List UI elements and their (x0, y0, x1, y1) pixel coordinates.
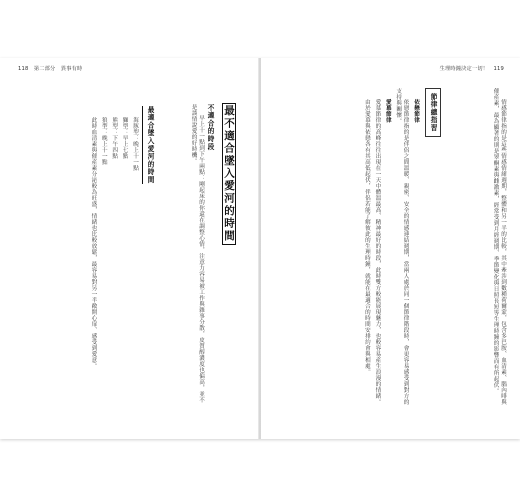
right-intro-text: 情感節律指的是這些情感情緒週期，整體和另一半的比較，其中牽涉到數種荷爾蒙，包含多巴胺、血清素、腦內啡與催產素，最為顯著的則是睪酮素與雌激素，經常受到月經週期、季節變化與日照長短等生理時鐘的影響而有所起伏。 (492, 88, 506, 405)
chronotype-bear: 熊型：下午四點 (111, 117, 118, 159)
chronotype-wolf: 狼型：晚上十一點 (100, 117, 107, 165)
right-paragraph-closing: 由於愛慕與依戀各有其高低起伏，伴侶若能了解彼此的生理時鐘，就能在最適合的時間安排約會與相處。 (363, 99, 370, 375)
right-intro (446, 88, 506, 408)
heading-adoration (383, 88, 390, 408)
left-paragraph-1: 早上十一點到下午兩點：剛起床的你還在調整心情，注意力容易被工作與雜事分散，皮質醇濃度也偏高，並不是談情說愛的好時機。 (190, 104, 204, 403)
left-paragraph-2: 此時血清素與催產素分泌較為旺盛，情緒也比較放鬆，最容易對另一半敞開心扉、感受到愛意。 (90, 117, 97, 369)
right-paragraph-adoration: 愛慕節律的高峰往往出現在一天中體溫最高、精神最好的時段，此時雙方較能展現魅力，也較容易產生浪漫的情緒。 (374, 99, 381, 405)
right-page (261, 58, 520, 439)
left-body-2 (60, 106, 138, 406)
heading-attachment (412, 88, 419, 408)
heading-rhythm-overview: 節律總指習 (425, 88, 441, 137)
left-body-1 (160, 104, 204, 404)
section-title (222, 103, 237, 245)
right-running-header: 生理時鐘決定一切！ 119 (439, 66, 504, 72)
section-title-text: 最不適合墜入愛河的時間 (223, 105, 235, 243)
right-paragraph-attachment: 依戀節律指的是伴侶之間溫暖、親密、安全的情感連結週期，當兩人處於同一個節律階段時，會更容易感受到對方的支持與關懷。 (395, 88, 409, 405)
left-running-header: 118 第二部分 異事有時 (18, 66, 83, 72)
heading-attachment-text: 依戀節律 (413, 99, 419, 123)
heading-adoration-text: 愛慕節律 (384, 99, 391, 123)
subheading-best-time: 最適合墜入愛河的時間 (142, 106, 155, 184)
subheading-unsuitable: 不適合的時段 (206, 104, 214, 151)
right-body (291, 88, 419, 408)
book-spread (0, 58, 520, 439)
chronotype-lion: 獅型：早上七點 (121, 117, 128, 159)
chronotype-dolphin: 海豚型：晚上十一點 (132, 117, 138, 171)
left-page (0, 58, 259, 439)
